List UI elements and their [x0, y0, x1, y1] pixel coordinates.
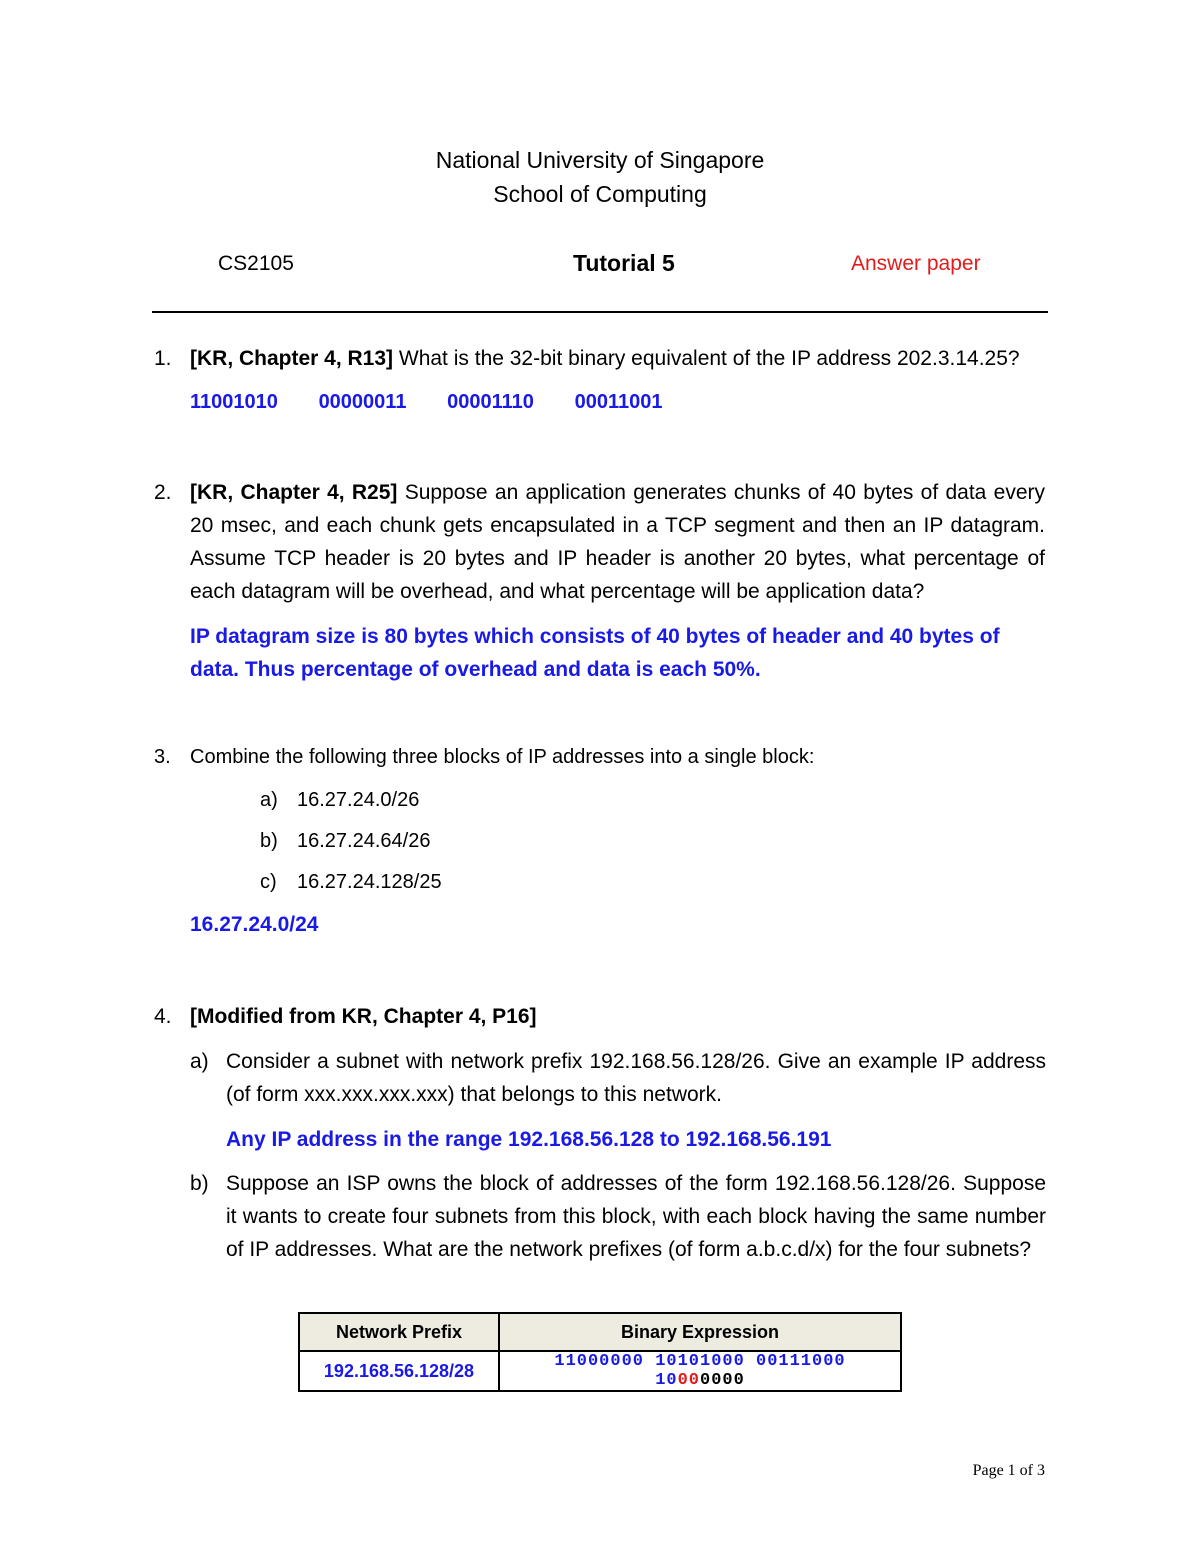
page-number: Page 1 of 3 — [972, 1462, 1045, 1479]
q2-number: 2. — [154, 481, 172, 504]
q1-ref: [KR, Chapter 4, R13] — [190, 347, 394, 370]
tutorial-title: Tutorial 5 — [573, 250, 675, 276]
q3-question: Combine the following three blocks of IP addresses into a single block: — [190, 746, 815, 768]
q3-number: 3. — [154, 746, 171, 768]
q3-answer: 16.27.24.0/24 — [190, 913, 319, 936]
q2-text — [190, 476, 1045, 608]
binary-expression-cell — [499, 1351, 901, 1391]
q1-answer-octet: 11001010 — [190, 391, 278, 413]
q1-number: 1. — [154, 347, 172, 370]
q4a-label: a) — [190, 1050, 209, 1073]
subnet-table — [298, 1312, 902, 1392]
answer-paper-label: Answer paper — [851, 252, 981, 275]
table-header: Binary Expression — [499, 1313, 901, 1351]
q4-number: 4. — [154, 1005, 172, 1028]
q1-answer-octet: 00001110 — [447, 391, 534, 413]
binary-part: 0000 — [700, 1371, 745, 1390]
q3-item-label: c) — [260, 871, 277, 893]
q3-item-label: a) — [260, 789, 278, 811]
q1-text — [190, 342, 1050, 375]
table-header-row — [299, 1313, 901, 1351]
school-name: School of Computing — [493, 181, 707, 207]
q3-item-value: 16.27.24.128/25 — [297, 871, 442, 893]
q4-ref: [Modified from KR, Chapter 4, P16] — [190, 1005, 537, 1028]
network-prefix-cell: 192.168.56.128/28 — [299, 1351, 499, 1391]
university-name: National University of Singapore — [435, 147, 765, 173]
q2-question: Suppose an application generates chunks of 40 bytes of data every 20 msec, and each chunk gets encapsulated in a TCP segment and then an IP datagram. Assume TCP header is 20 bytes and IP header is another 20 bytes, what percentage of each datagram will be overhead, and what percentage will be application data? — [190, 481, 1045, 603]
q1-answer-octet: 00000011 — [318, 391, 407, 413]
q3-item-value: 16.27.24.0/26 — [297, 789, 420, 811]
q3-item-value: 16.27.24.64/26 — [297, 830, 431, 852]
q4b-question: Suppose an ISP owns the block of addresses of the form 192.168.56.128/26. Suppose it wants to create four subnets from this block, with each block having the same number of IP addresses. What are the network prefixes (of form a.b.c.d/x) for the four subnets? — [226, 1172, 1046, 1261]
q4a-answer: Any IP address in the range 192.168.56.128 to 192.168.56.191 — [226, 1128, 832, 1151]
q4a-question: Consider a subnet with network prefix 192.168.56.128/26. Give an example IP address (of form xxx.xxx.xxx.xxx) that belongs to this network. — [226, 1050, 1046, 1106]
q2-answer: IP datagram size is 80 bytes which consists of 40 bytes of header and 40 bytes of data. Thus percentage of overhead and data is each 50%. — [190, 625, 1000, 681]
course-code: CS2105 — [218, 252, 294, 275]
q1-answer-octet: 00011001 — [574, 391, 663, 413]
binary-highlight: 00 — [677, 1371, 700, 1390]
q1-question: What is the 32-bit binary equivalent of the IP address 202.3.14.25? — [393, 347, 1020, 370]
q1-answer — [190, 386, 662, 419]
table-header: Network Prefix — [299, 1313, 499, 1351]
header-divider — [152, 311, 1048, 313]
q3-item-label: b) — [260, 830, 278, 852]
q2-ref: [KR, Chapter 4, R25] — [190, 481, 398, 504]
table-row — [299, 1351, 901, 1391]
q4b-label: b) — [190, 1172, 209, 1195]
binary-part: 11000000 10101000 00111000 10 — [554, 1352, 846, 1390]
